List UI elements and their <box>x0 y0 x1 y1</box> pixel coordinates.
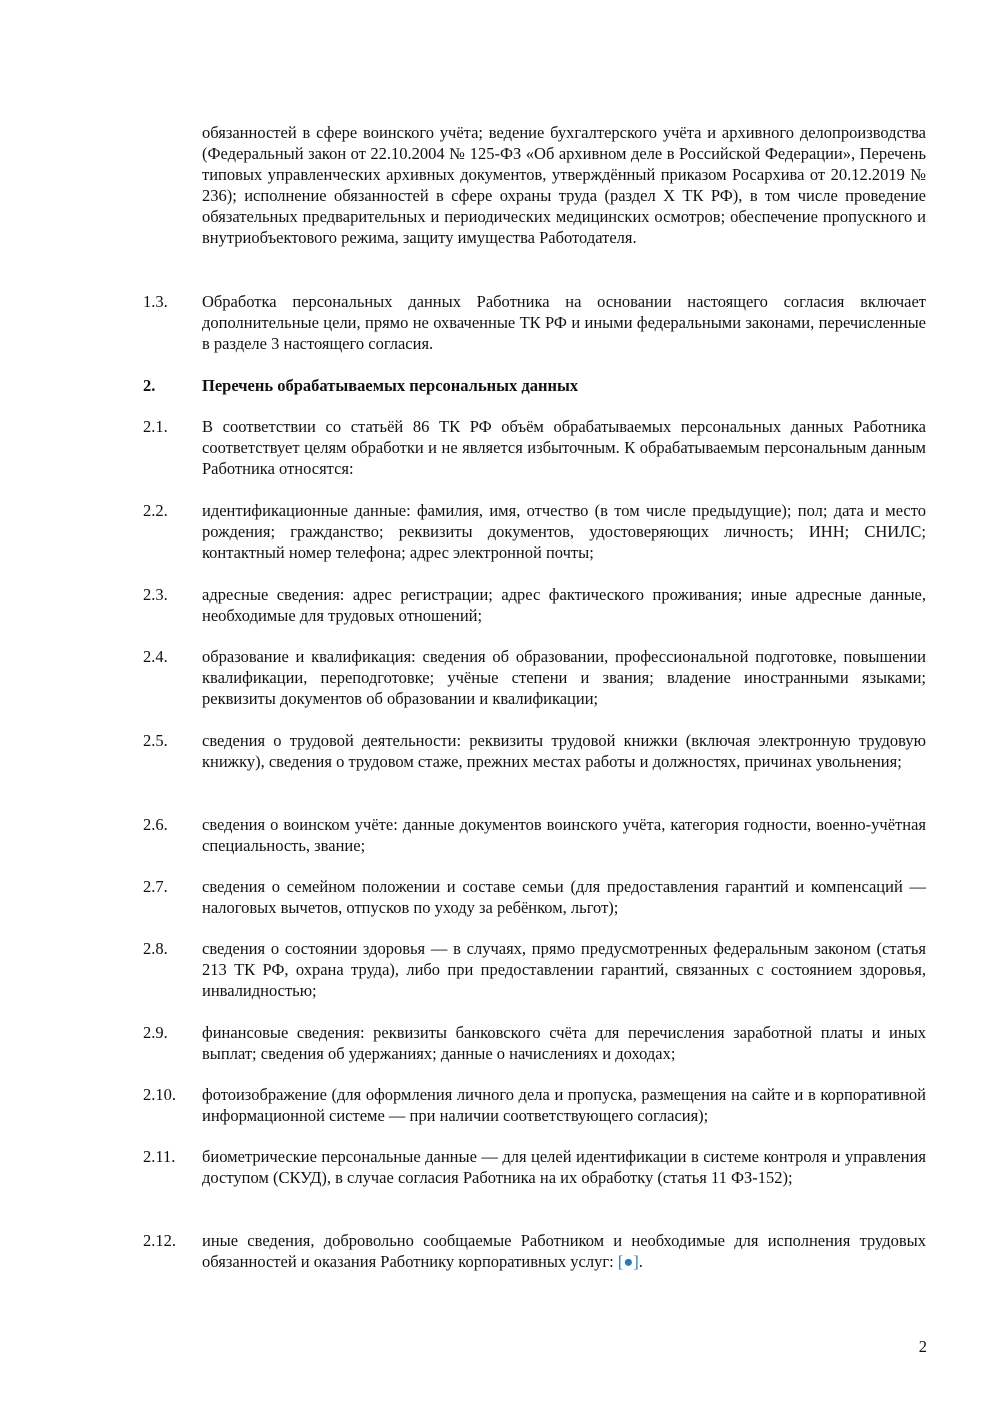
clause-number: 2.5. <box>143 731 168 750</box>
clause-text: сведения о состоянии здоровья — в случаях, прямо предусмотренных федеральным законом (статья 213 ТК РФ, охрана труда), либо при предоставлении гарантий, связанных с состоянием здоровья, инвалидностью; <box>202 939 926 1000</box>
clause-number: 2.12. <box>143 1231 176 1250</box>
clause-number: 2.3. <box>143 585 168 604</box>
clause-text: В соответствии со статьёй 86 ТК РФ объём обрабатываемых персональных данных Работника соответствует целям обработки и не является избыточным. К обрабатываемым персональным данным Работника относятся: <box>202 417 926 478</box>
clause-number: 2.10. <box>143 1085 176 1104</box>
section-title: Перечень обрабатываемых персональных данных <box>202 376 579 395</box>
clause-text: адресные сведения: адрес регистрации; адрес фактического проживания; иные адресные данные, необходимые для трудовых отношений; <box>202 585 926 625</box>
clause-text: образование и квалификация: сведения об образовании, профессиональной подготовке, повышении квалификации, переподготовке; учёные степени и звания; владение иностранными языками; реквизиты документов об образовании и квалификации; <box>202 647 926 708</box>
clause-number: 1.3. <box>143 292 168 311</box>
page-number: 2 <box>918 1337 927 1356</box>
clause-number: 2.6. <box>143 815 168 834</box>
clause-text-body: иные сведения, добровольно сообщаемые Работником и необходимые для исполнения трудовых обязанностей и оказания Работнику корпоративных услуг: <box>202 1231 926 1271</box>
clause-number: 2.7. <box>143 877 168 896</box>
clause-number: 2.8. <box>143 939 168 958</box>
clause-text: финансовые сведения: реквизиты банковского счёта для перечисления заработной платы и иных выплат; сведения об удержаниях; данные о начислениях и доходах; <box>202 1023 926 1063</box>
clause-number: 2.11. <box>143 1147 176 1166</box>
clause-text-tail: . <box>638 1252 643 1271</box>
clause-text: фотоизображение (для оформления личного дела и пропуска, размещения на сайте и в корпоративной информационной системе — при наличии соответствующего согласия); <box>202 1085 926 1125</box>
clause-number: 2.1. <box>143 417 168 436</box>
clause-text: Обработка персональных данных Работника на основании настоящего согласия включает дополнительные цели, прямо не охваченные ТК РФ и иными федеральными законами, перечисленные в разделе 3 настоящего согласия. <box>202 292 926 353</box>
clause-number: 2.4. <box>143 647 168 666</box>
clause-text: идентификационные данные: фамилия, имя, отчество (в том числе предыдущие); пол; дата и место рождения; гражданство; реквизиты документов, удостоверяющих личность; ИНН; СНИЛС; контактный номер телефона; адрес электронной почты; <box>202 501 926 562</box>
placeholder-field[interactable]: [●] <box>617 1252 639 1271</box>
clause-text: сведения о трудовой деятельности: реквизиты трудовой книжки (включая электронную трудовую книжку), сведения о трудовом стаже, прежних местах работы и должностях, причинах увольнения; <box>202 731 926 771</box>
clause-number: 2.9. <box>143 1023 168 1042</box>
clause-text <box>202 1230 926 1272</box>
clause-number: 2.2. <box>143 501 168 520</box>
clause-text: сведения о семейном положении и составе семьи (для предоставления гарантий и компенсаций — налоговых вычетов, отпусков по уходу за ребёнком, льгот); <box>202 877 926 917</box>
section-number: 2. <box>143 376 156 395</box>
clause-text: сведения о воинском учёте: данные документов воинского учёта, категория годности, военно-учётная специальность, звание; <box>202 815 926 855</box>
clause-text: биометрические персональные данные — для целей идентификации в системе контроля и управления доступом (СКУД), в случае согласия Работника на их обработку (статья 11 ФЗ-152); <box>202 1147 926 1187</box>
intro-paragraph: обязанностей в сфере воинского учёта; ведение бухгалтерского учёта и архивного делопроизводства (Федеральный закон от 22.10.2004 № 125-ФЗ «Об архивном деле в Российской Федерации», Перечень типовых управленческих архивных документов, утверждённый приказом Росархива от 20.12.2019 № 236); исполнение обязанностей в сфере охраны труда (раздел X ТК РФ), в том числе проведение обязательных предварительных и периодических медицинских осмотров; обеспечение пропускного и внутриобъектового режима, защиту имущества Работодателя. <box>202 123 926 247</box>
